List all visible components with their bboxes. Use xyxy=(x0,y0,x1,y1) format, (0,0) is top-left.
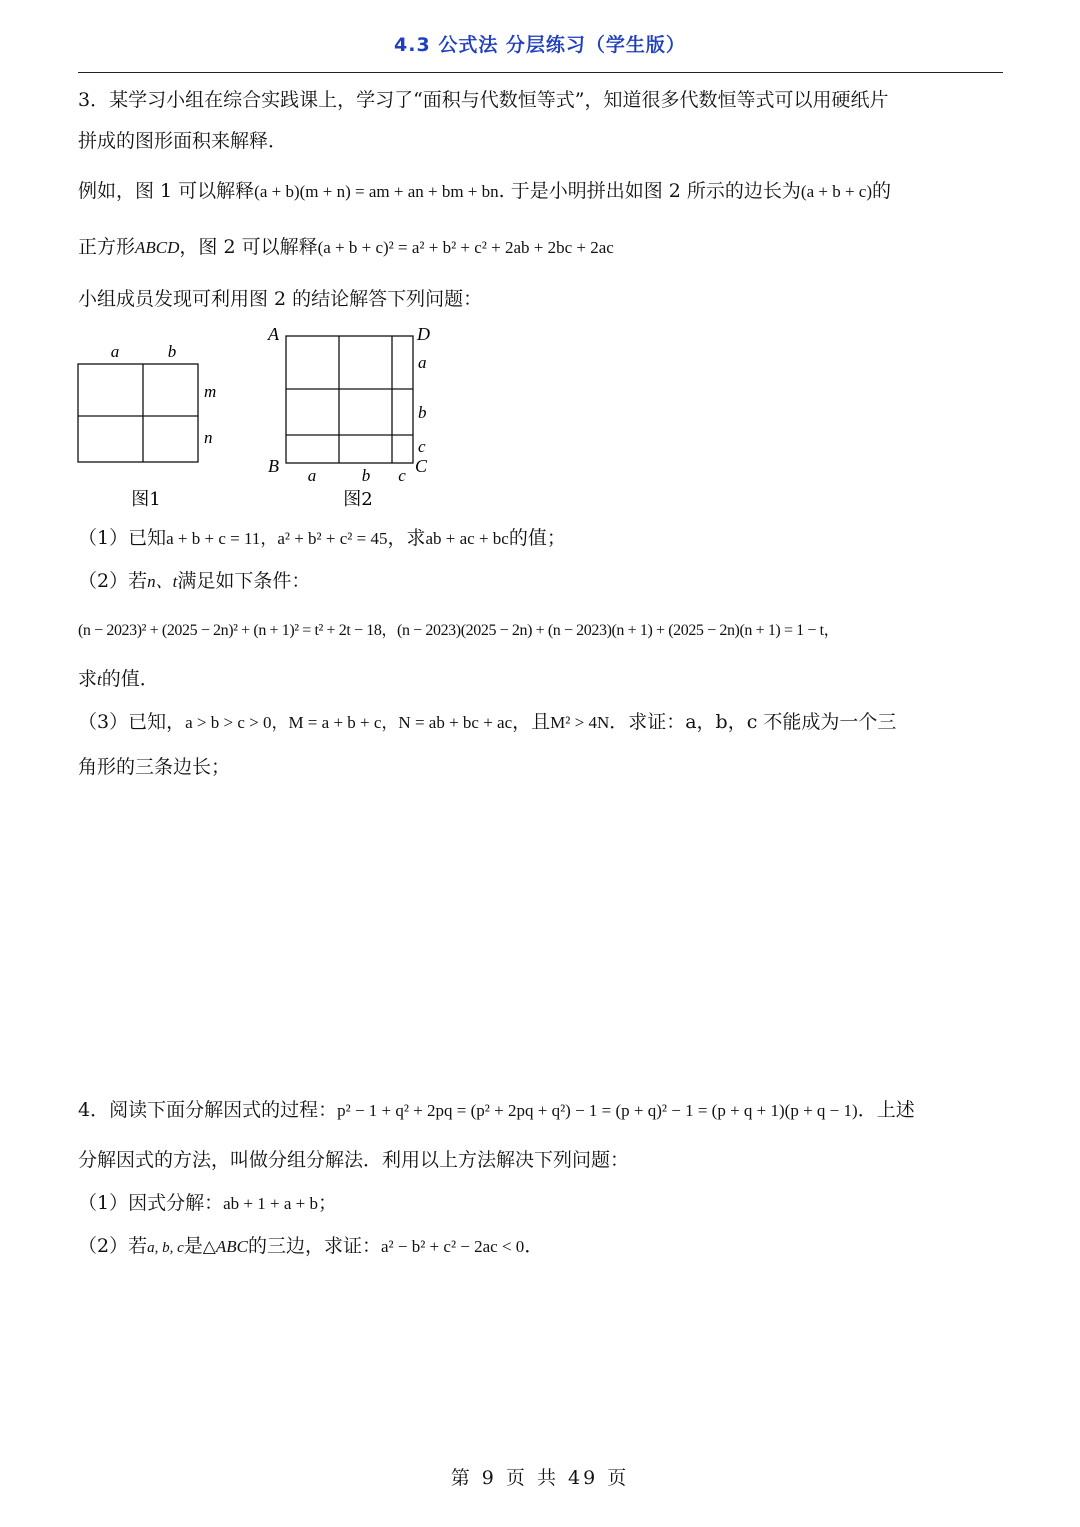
q4-line1-prefix: 4．阅读下面分解因式的过程： xyxy=(78,1099,338,1121)
fig2-side-label-b: b xyxy=(418,403,427,422)
q3-part2 xyxy=(78,568,310,595)
q4-part1-expression: ab + 1 + a + b xyxy=(223,1194,318,1213)
q4-part2-triangle: △ABC xyxy=(202,1237,248,1256)
fig1-label-n: n xyxy=(204,428,213,447)
q3-part2-vars: n、t xyxy=(147,572,178,591)
q3-line4-text-b: ，图 2 可以解释 xyxy=(179,236,318,258)
fig2-identity-formula: (a + b + c)² = a² + b² + c² + 2ab + 2bc + 2ac xyxy=(317,238,614,257)
square-abcd-label: ABCD xyxy=(135,238,180,257)
fig1-label-b: b xyxy=(167,342,177,361)
header-divider xyxy=(78,72,1003,73)
q3-part1-given: a + b + c = 11，a² + b² + c² = 45 xyxy=(166,529,388,548)
q3-part3-mid: ，且 xyxy=(512,711,551,733)
q3-part1-mid: ，求 xyxy=(387,527,426,549)
q4-line1-suffix: ．上述 xyxy=(857,1099,915,1121)
q3-part3-given: a > b > c > 0，M = a + b + c，N = ab + bc + ac xyxy=(185,713,513,732)
q4-part1 xyxy=(78,1190,337,1217)
fig2-corner-A: A xyxy=(268,324,279,344)
q3-line2: 拼成的图形面积来解释． xyxy=(78,130,288,152)
q3-part3-prefix: （3）已知， xyxy=(78,711,186,733)
q3-line3 xyxy=(78,178,891,205)
q3-part2-end-b: 的值． xyxy=(101,668,159,690)
fig1-caption: 图1 xyxy=(131,489,161,510)
fig1-label-m: m xyxy=(204,382,217,401)
q4-part1-prefix: （1）因式分解： xyxy=(78,1192,224,1214)
q4-part2-mid2: 的三边，求证： xyxy=(247,1235,381,1257)
page-footer-number: 第 9 页 共 49 页 xyxy=(450,1467,630,1489)
q3-part3 xyxy=(78,709,896,736)
q3-line5: 小组成员发现可利用图 2 的结论解答下列问题： xyxy=(78,288,483,310)
q3-part2-formula: (n − 2023)² + (2025 − 2n)² + (n + 1)² = t² + 2t − 18，(n − 2023)(2025 − 2n) + (n − 2023)(n + 1) + (2025 − 2n)(n + 1) = 1 − t， xyxy=(78,622,840,639)
q3-line3-text-c: 的 xyxy=(872,180,892,202)
q3-line3-text: 例如，图 1 可以解释 xyxy=(78,180,255,202)
q3-part3-suffix: ．求证：a，b，c 不能成为一个三 xyxy=(609,711,897,733)
q3-part2-suffix: 满足如下条件： xyxy=(177,570,311,592)
fig2-outer-square xyxy=(286,336,413,463)
q3-part2-end-a: 求 xyxy=(78,668,98,690)
fig2-side-label-c: c xyxy=(418,437,426,456)
fig1-outer-rect xyxy=(78,364,198,462)
fig2-side-label-a: a xyxy=(418,353,427,372)
q3-part2-question xyxy=(78,666,159,693)
q3-part2-var-t: t xyxy=(97,670,102,689)
q3-part3-condition: M² > 4N xyxy=(550,713,610,732)
q4-part2-suffix: ． xyxy=(524,1235,544,1257)
q4-part2 xyxy=(78,1233,543,1261)
fig2-bottom-label-b: b xyxy=(361,466,371,485)
q3-line4-text: 正方形 xyxy=(78,236,136,258)
q3-line3-text-b: . 于是小明拼出如图 2 所示的边长为 xyxy=(498,180,801,202)
q3-part1-expression: ab + ac + bc xyxy=(425,529,509,548)
q4-example-formula: p² − 1 + q² + 2pq = (p² + 2pq + q²) − 1 = (p + q)² − 1 = (p + q + 1)(p + q − 1) xyxy=(337,1101,858,1120)
q4-part2-vars: a, b, c xyxy=(147,1240,184,1256)
q3-part1-prefix: （1）已知 xyxy=(78,527,167,549)
q4-line1 xyxy=(78,1097,915,1124)
figure-1 xyxy=(70,335,240,520)
page-header-title: 4.3 公式法 分层练习（学生版） xyxy=(394,34,686,56)
q3-line1: 3．某学习小组在综合实践课上，学习了“面积与代数恒等式”，知道很多代数恒等式可以用硬纸片 xyxy=(78,89,889,111)
fig1-label-a: a xyxy=(110,342,120,361)
fig2-caption: 图2 xyxy=(343,489,373,510)
q4-line2: 分解因式的方法，叫做分组分解法．利用以上方法解决下列问题： xyxy=(78,1149,630,1171)
q3-part2-prefix: （2）若 xyxy=(78,570,148,592)
fig2-bottom-label-a: a xyxy=(307,466,317,485)
q4-part1-suffix: ； xyxy=(317,1192,337,1214)
side-length-formula: (a + b + c) xyxy=(800,182,872,201)
q4-part2-mid: 是 xyxy=(183,1235,203,1257)
q3-part1 xyxy=(78,525,566,552)
q3-part2-conditions xyxy=(78,617,839,644)
q3-part1-suffix: 的值； xyxy=(508,527,566,549)
fig2-corner-D: D xyxy=(417,324,430,344)
fig2-bottom-label-c: c xyxy=(398,466,406,485)
fig2-corner-C: C xyxy=(415,456,428,476)
q4-part2-inequality: a² − b² + c² − 2ac < 0 xyxy=(380,1237,525,1256)
fig1-identity-formula: (a + b)(m + n) = am + an + bm + bn xyxy=(254,182,499,201)
figure-2 xyxy=(258,318,448,518)
q3-line4 xyxy=(78,234,614,261)
fig2-corner-B: B xyxy=(268,456,279,476)
q3-part3-line2: 角形的三条边长； xyxy=(78,756,231,778)
q4-part2-prefix: （2）若 xyxy=(78,1235,148,1257)
